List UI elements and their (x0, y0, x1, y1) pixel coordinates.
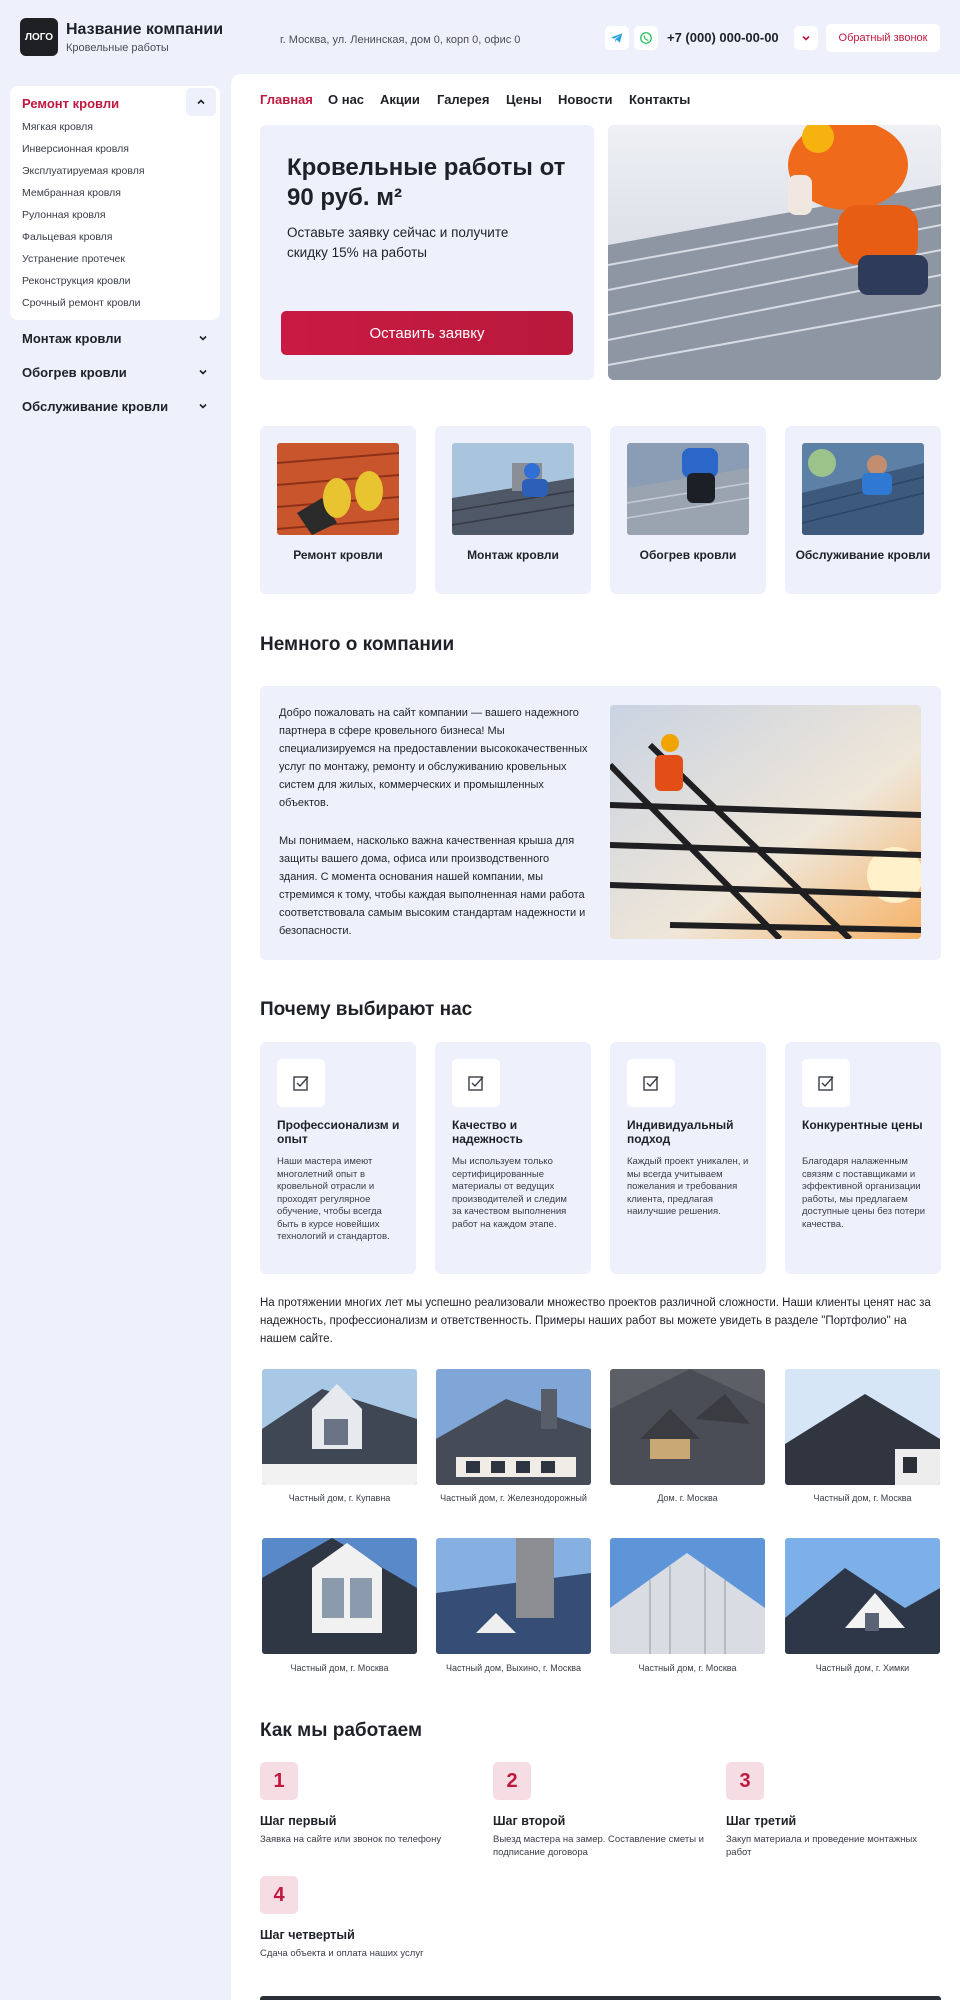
gallery-caption: Частный дом, г. Химки (815, 1663, 910, 1673)
service-label: Обслуживание кровли (795, 548, 931, 562)
sidebar-item-seam-roof[interactable]: Фальцевая кровля (22, 231, 113, 243)
sidebar-group-install[interactable] (22, 331, 212, 346)
service-image (277, 443, 399, 535)
step-number: 1 (260, 1762, 298, 1800)
checkbox-icon (292, 1074, 310, 1092)
gallery-caption: Частный дом, г. Купавна (288, 1493, 391, 1503)
sidebar-item-exploited-roof[interactable]: Эксплуатируемая кровля (22, 165, 145, 177)
about-heading: Немного о компании (260, 634, 455, 655)
nav-promotions[interactable]: Акции (380, 92, 420, 107)
checkbox-icon (467, 1074, 485, 1092)
logo[interactable]: ЛОГО (20, 18, 58, 56)
sidebar-item-membrane-roof[interactable]: Мембранная кровля (22, 187, 121, 199)
checkbox-icon-wrap (627, 1059, 675, 1107)
why-text: Наши мастера имеют многолетний опыт в кровельной отрасли и проходят регулярное обучение, чтобы всегда быть в курсе новейших технологий и стандартов. (277, 1156, 390, 1242)
callback-button[interactable]: Обратный звонок (826, 24, 940, 52)
sidebar-active-group (10, 86, 220, 320)
about-paragraph-1: Добро пожаловать на сайт компании — вашего надежного партнера в сфере кровельного бизнеса! Мы специализируемся на предоставлении высококачественных услуг по монтажу, ремонту и обслуживанию кровельных систем для жилых, коммерческих и промышленных объектов. (279, 707, 588, 809)
company-subtitle: Кровельные работы (66, 42, 169, 54)
whatsapp-icon (639, 31, 653, 45)
sidebar-item-roll-roof[interactable]: Рулонная кровля (22, 209, 106, 221)
sidebar-group-label: Монтаж кровли (22, 331, 122, 346)
phone-dropdown-button[interactable] (794, 26, 818, 50)
service-label: Ремонт кровли (293, 548, 383, 562)
why-title: Конкурентные цены (802, 1118, 923, 1132)
sidebar-group-heating[interactable] (22, 365, 212, 380)
gallery-caption: Частный дом, г. Москва (638, 1663, 737, 1673)
sidebar-item-soft-roof[interactable]: Мягкая кровля (22, 121, 93, 133)
step-number: 3 (726, 1762, 764, 1800)
nav-contacts[interactable]: Контакты (629, 92, 691, 107)
gallery-image[interactable] (610, 1369, 765, 1485)
gallery-caption: Частный дом, Выхино, г. Москва (446, 1663, 581, 1673)
sidebar-item-leak-fix[interactable]: Устранение протечек (22, 253, 125, 265)
step-number: 4 (260, 1876, 298, 1914)
why-text: Мы используем только сертифицированные материалы от ведущих производителей и следим за качеством выполнения работ на каждом этапе. (452, 1156, 567, 1230)
why-text: Благодаря налаженным связям с поставщиками и эффективной организации работы, мы предлагаем доступные цены без потери качества. (802, 1156, 925, 1230)
telegram-icon (610, 31, 624, 45)
gallery-image[interactable] (262, 1538, 417, 1654)
why-title: Профессионализм и опыт (277, 1118, 400, 1146)
checkbox-icon (817, 1074, 835, 1092)
step-text: Заявка на сайте или звонок по телефону (260, 1834, 442, 1845)
service-card-install[interactable] (435, 426, 591, 594)
step-text: Сдача объекта и оплата наших услуг (260, 1948, 424, 1959)
gallery-image[interactable] (610, 1538, 765, 1654)
checkbox-icon-wrap (802, 1059, 850, 1107)
service-card-repair[interactable] (260, 426, 416, 594)
sidebar-item-reconstruction[interactable]: Реконструкция кровли (22, 275, 131, 287)
service-image (802, 443, 924, 535)
chevron-down-icon (198, 401, 208, 411)
about-paragraph-2: Мы понимаем, насколько важна качественная крыша для защиты вашего дома, офиса или производственного здания. С момента основания нашей компании, мы стремимся к тому, чтобы каждая выполненная нами работа соответствовала самым высоким стандартам надежности и безопасности. (279, 835, 586, 937)
gallery-caption: Частный дом, г. Железнодорожный (440, 1493, 587, 1503)
nav-gallery[interactable]: Галерея (437, 92, 490, 107)
step-number: 2 (493, 1762, 531, 1800)
why-title: Качество и надежность (452, 1118, 523, 1146)
gallery-caption: Дом. г. Москва (657, 1493, 718, 1503)
step-title: Шаг второй (493, 1814, 566, 1828)
why-text: Каждый проект уникален, и мы всегда учитываем пожелания и требования клиента, предлагая наилучшие решения. (627, 1156, 749, 1217)
chevron-down-icon (198, 367, 208, 377)
nav-about[interactable]: О нас (328, 92, 365, 107)
gallery-image[interactable] (436, 1538, 591, 1654)
address: г. Москва, ул. Ленинская, дом 0, корп 0, офис 0 (280, 34, 521, 46)
company-name: Название компании (66, 21, 224, 38)
step-text: Закуп материала и проведение монтажных работ (726, 1834, 918, 1858)
why-heading: Почему выбирают нас (260, 999, 473, 1020)
step-title: Шаг четвертый (260, 1928, 355, 1942)
service-card-maintenance[interactable] (785, 426, 941, 594)
gallery-image[interactable] (785, 1369, 940, 1485)
hero-title: Кровельные работы от 90 руб. м² (287, 154, 566, 211)
next-section-edge (260, 1996, 941, 2000)
gallery-caption: Частный дом, г. Москва (813, 1493, 912, 1503)
service-label: Монтаж кровли (467, 548, 559, 562)
about-block (260, 686, 941, 960)
service-image (627, 443, 749, 535)
hero-image (608, 125, 941, 380)
about-image (610, 705, 921, 939)
site-header (0, 0, 960, 74)
nav-prices[interactable]: Цены (506, 92, 542, 107)
gallery-image[interactable] (436, 1369, 591, 1485)
hero-banner (260, 125, 594, 380)
request-button[interactable]: Оставить заявку (281, 311, 573, 355)
steps-heading: Как мы работаем (260, 1720, 423, 1741)
why-card (785, 1042, 941, 1274)
nav-home[interactable]: Главная (260, 92, 313, 107)
sidebar-collapse-button[interactable] (186, 88, 216, 116)
gallery-image[interactable] (785, 1538, 940, 1654)
gallery-caption: Частный дом, г. Москва (290, 1663, 389, 1673)
sidebar-group-maintenance[interactable] (22, 399, 212, 414)
sidebar-group-repair[interactable]: Ремонт кровли (22, 96, 120, 111)
why-card (435, 1042, 591, 1274)
whatsapp-button[interactable] (634, 26, 658, 50)
service-label: Обогрев кровли (639, 548, 737, 562)
checkbox-icon-wrap (452, 1059, 500, 1107)
sidebar-item-urgent-repair[interactable]: Срочный ремонт кровли (22, 297, 141, 309)
chevron-up-icon (196, 97, 206, 107)
service-image (452, 443, 574, 535)
sidebar-item-inversion-roof[interactable]: Инверсионная кровля (22, 143, 129, 155)
hero-text: Оставьте заявку сейчас и получите скидку 15% на работы (287, 225, 509, 260)
why-card (260, 1042, 416, 1274)
chevron-down-icon (198, 333, 208, 343)
chevron-down-icon (801, 33, 811, 43)
projects-intro: На протяжении многих лет мы успешно реализовали множество проектов различной сложности. Наши клиенты ценят нас за надежность, профессионализм и ответственность. Примеры наших работ вы можете увидеть в разделе "Портфолио" на нашем сайте. (260, 1297, 931, 1345)
gallery-image[interactable] (262, 1369, 417, 1485)
why-card (610, 1042, 766, 1274)
sidebar-group-label: Обогрев кровли (22, 365, 127, 380)
why-title: Индивидуальный подход (627, 1118, 734, 1146)
step-title: Шаг первый (260, 1814, 337, 1828)
phone-number[interactable]: +7 (000) 000-00-00 (667, 30, 779, 45)
checkbox-icon-wrap (277, 1059, 325, 1107)
sidebar-group-label: Обслуживание кровли (22, 399, 169, 414)
nav-news[interactable]: Новости (558, 92, 613, 107)
step-text: Выезд мастера на замер. Составление сметы и подписание договора (493, 1834, 704, 1858)
checkbox-icon (642, 1074, 660, 1092)
service-card-heating[interactable] (610, 426, 766, 594)
step-title: Шаг третий (726, 1814, 797, 1828)
telegram-button[interactable] (605, 26, 629, 50)
